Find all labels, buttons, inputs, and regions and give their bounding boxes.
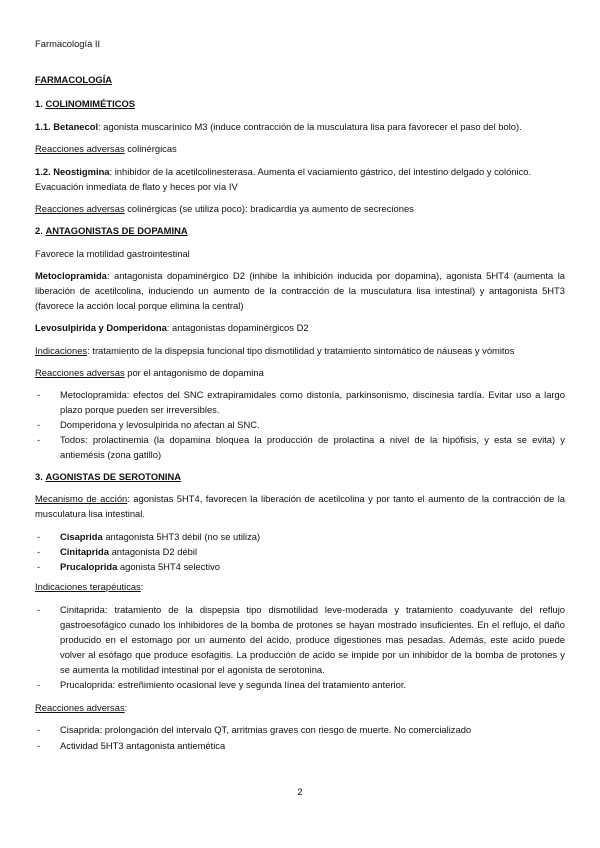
list-item: - Cinitaprida antagonista D2 débil (37, 546, 198, 557)
neostigmina-reactions: Reacciones adversas colinérgicas (se utiliza poco): bradicardia ya aumento de secreciones (35, 203, 414, 214)
levosulpirida-paragraph: Levosulpirida y Domperidona: antagonistas dopaminérgicos D2 (35, 322, 309, 333)
serotonin-reactions-label: Reacciones adversas: (35, 702, 128, 713)
dopamine-indications: Indicaciones: tratamiento de la dispepsia funcional tipo dismotilidad y tratamiento sintomático de náuseas y vómitos (35, 345, 515, 356)
list-item: - Domperidona y levosulpirida no afectan al SNC. (37, 419, 260, 430)
list-item: - Cisaprida antagonista 5HT3 débil (no se utiliza) (37, 531, 261, 542)
list-item: - Prucaloprida: estreñimiento ocasional leve y segunda línea del tratamiento anterior. (37, 679, 407, 690)
list-item: - Metoclopramida: efectos del SNC extrapiramidales como distonía, parkinsonismo, discinesia tardía. Evitar uso a largo plazo porque pueden ser irreversibles. (37, 389, 565, 415)
document-title: FARMACOLOGÍA (35, 74, 113, 85)
betanecol-reactions: Reacciones adversas colinérgicas (35, 143, 177, 154)
running-header: Farmacología II (35, 38, 101, 49)
section-2-heading: 2. ANTAGONISTAS DE DOPAMINA (35, 225, 188, 236)
serotonin-mechanism: Mecanismo de acción: agonistas 5HT4, favorecen la liberación de acetilcolina y por tanto el aumento de la contracción de la musculatura lisa intestinal. (35, 493, 565, 519)
section-3-heading: 3. AGONISTAS DE SEROTONINA (35, 471, 182, 482)
list-item: - Cisaprida: prolongación del intervalo QT, arritmias graves con riesgo de muerte. No comercializado (37, 724, 472, 735)
list-item: - Prucaloprida agonista 5HT4 selectivo (37, 561, 220, 572)
list-item: - Cinitaprida: tratamiento de la dispepsia tipo dismotilidad leve-moderada y tratamiento coadyuvante del reflujo gastroesofágico cunado los inhibidores de la bomba de protones se hayan mostrado insuficientes. En el reflujo, el daño producido en el estomago por un aumento del ácido, produce digestiones mas pesadas. Además, este acido puede volver al esófago que produce esofagitis. La producción de acido se impide por un inhibidor de la bomba de protones y se aumenta la motilidad intestinal por el agonista de serotonina. (37, 604, 565, 675)
betanecol-paragraph: 1.1. Betanecol: agonista muscarínico M3 (induce contracción de la musculatura lisa para favorecer el paso del bolo). (35, 121, 522, 132)
page-number: 2 (297, 786, 303, 797)
metoclopramida-paragraph: Metoclopramida: antagonista dopaminérgico D2 (inhibe la inhibición inducida por dopamina), agonista 5HT4 (aumenta la liberación de acetilcolina, induciendo un aumento de la contracción de la musculatura lisa intestinal) y antagonista 5HT3 (favorece la acción local porque elimina la central) (35, 270, 565, 311)
neostigmina-paragraph: 1.2. Neostigmina: inhibidor de la acetilcolinesterasa. Aumenta el vaciamiento gástrico, del intestino delgado y colónico. Evacuación inmediata de flato y heces por vía IV (35, 166, 532, 192)
serotonin-indications-label: Indicaciones terapéuticas: (35, 581, 144, 592)
dopamine-reactions: Reacciones adversas por el antagonismo de dopamina (35, 367, 264, 378)
list-item: - Actividad 5HT3 antagonista antiemética (37, 740, 226, 751)
section-1-heading: 1. COLINOMIMÉTICOS (35, 98, 136, 109)
section-2-intro: Favorece la motilidad gastrointestinal (35, 248, 190, 259)
list-item: - Todos: prolactinemia (la dopamina bloquea la producción de prolactina a nivel de la hipófisis, y esta se evita) y antiemésis (zona gatillo) (37, 434, 565, 460)
